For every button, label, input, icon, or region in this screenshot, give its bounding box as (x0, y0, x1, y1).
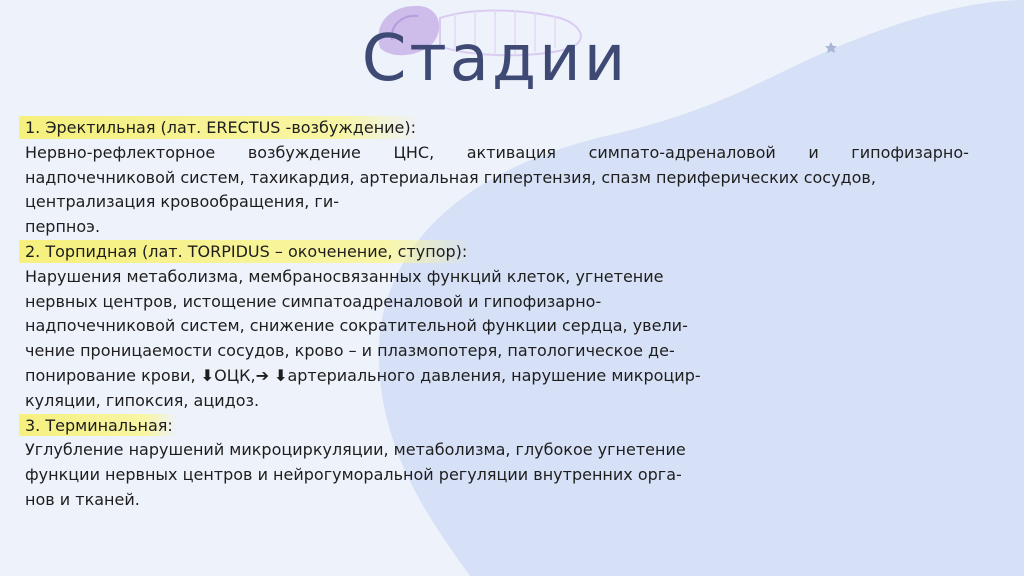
stage1-line4: перпноэ. (25, 217, 101, 237)
stage1-line3: централизация кровообращения, ги- (25, 192, 340, 212)
slide-title: Стадии (361, 22, 629, 96)
stage2-line2: нервных центров, истощение симпатоадреналовой и гипофизарно- (25, 291, 602, 311)
stage3-line1: Углубление нарушений микроциркуляции, метаболизма, глубокое угнетение (25, 440, 686, 460)
stage1-line2: надпочечниковой систем, тахикардия, артериальная гипертензия, спазм периферических сосудов, (25, 167, 876, 187)
stage3-heading: 3. Терминальная: (25, 414, 173, 439)
stage2-line5 (25, 364, 969, 389)
ock-text: ОЦК, (214, 365, 256, 385)
stage1-heading: 1. Эректильная (лат. ERECTUS -возбуждение): (25, 116, 416, 141)
word: возбуждение (247, 142, 361, 162)
stage3-line3: нов и тканей. (25, 489, 140, 509)
word: ЦНС, (393, 142, 435, 162)
stage3-line2: функции нервных центров и нейрогуморальной регуляции внутренних орга- (25, 465, 682, 485)
word: гипофизарно- (851, 142, 969, 162)
body-text (25, 116, 969, 513)
stage2-line3: надпочечниковой систем, снижение сократительной функции сердца, увели- (25, 316, 688, 336)
stage3-heading-line (25, 414, 969, 439)
arrow-down-icon: ⬇ (274, 365, 288, 385)
stage2-line4: чение проницаемости сосудов, крово – и плазмопотеря, патологическое де- (25, 341, 675, 361)
word: симпато-адреналовой (588, 142, 776, 162)
stage1-line1 (25, 141, 969, 166)
word: и (808, 142, 819, 162)
arrow-right-icon: ➔ (255, 365, 269, 385)
stage2-line1: Нарушения метаболизма, мембраносвязанных функций клеток, угнетение (25, 266, 664, 286)
stage1-heading-line (25, 116, 969, 141)
word: Нервно-рефлекторное (25, 142, 216, 162)
stage2-line5-suffix: артериального давления, нарушение микроцир- (287, 365, 701, 385)
stage2-heading: 2. Торпидная (лат. TORPIDUS – окоченение, ступор): (25, 240, 467, 265)
arrow-down-icon: ⬇ (200, 365, 215, 385)
stage2-line6: куляции, гипоксия, ацидоз. (25, 390, 260, 410)
stage2-line5-prefix: понирование крови, (25, 365, 201, 385)
stage2-heading-line (25, 240, 969, 265)
word: активация (466, 142, 557, 162)
